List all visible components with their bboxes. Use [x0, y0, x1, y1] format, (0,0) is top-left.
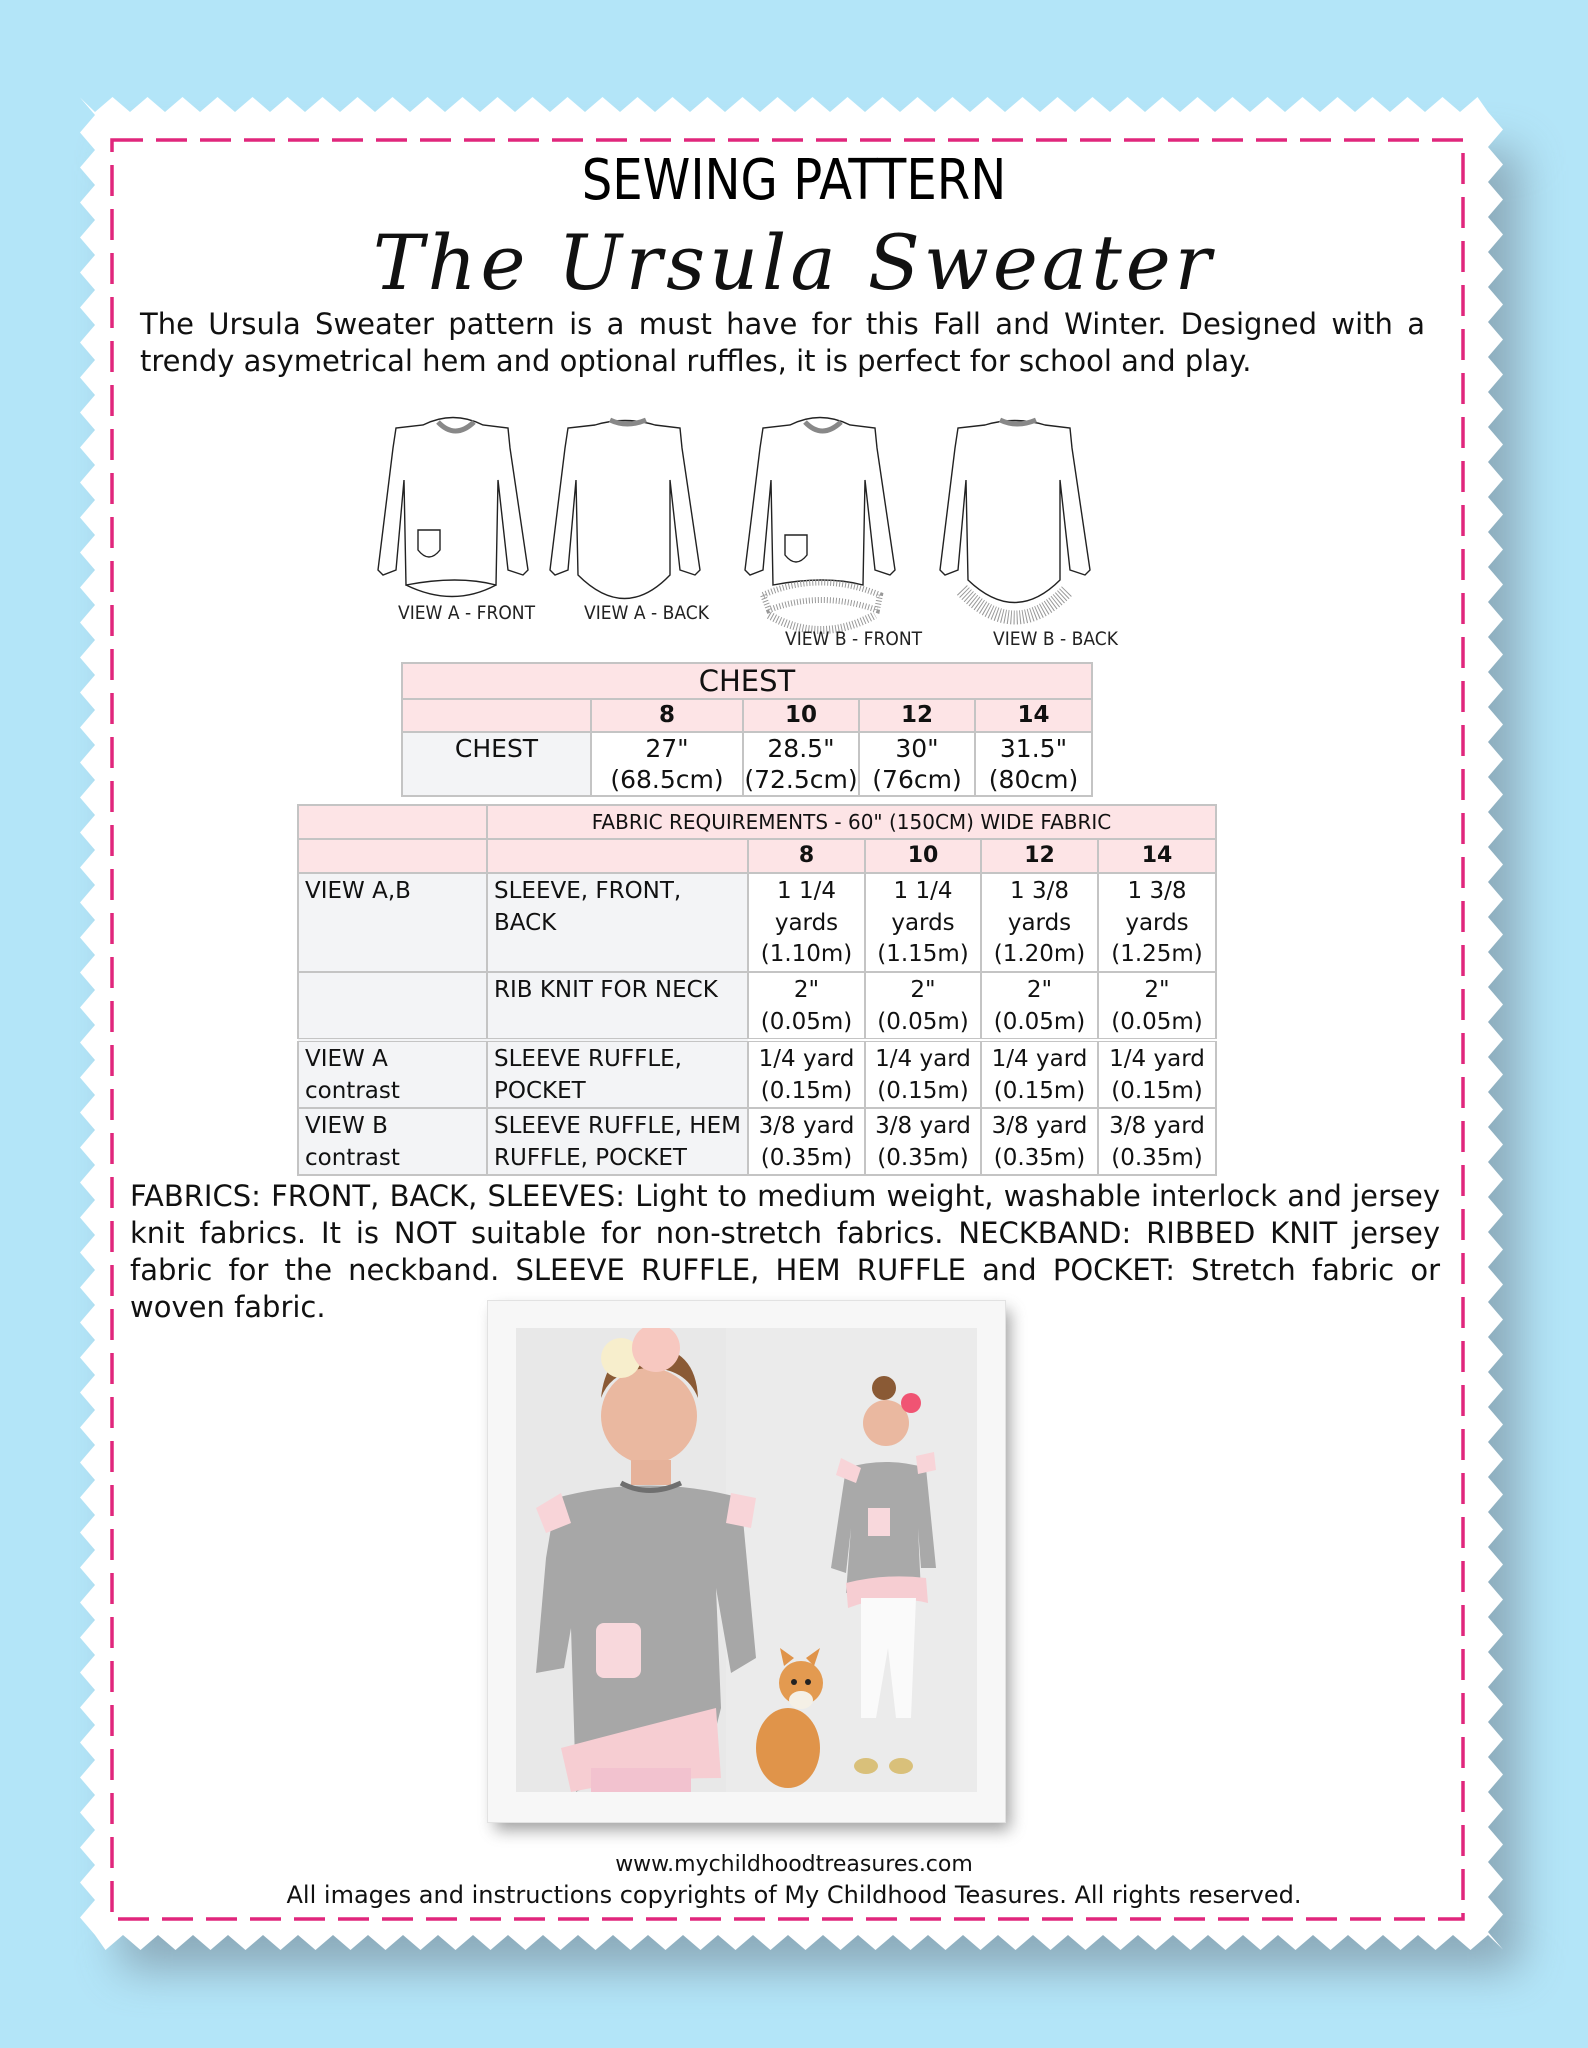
yardage-cell: 1 1/4 yards (1.15m)	[865, 873, 981, 972]
sweater-back-icon	[550, 420, 700, 599]
yardage-cell: 1/4 yard (0.15m)	[981, 1040, 1098, 1108]
sweater-front-pocket-icon	[378, 418, 528, 597]
piece-label: RIB KNIT FOR NECK	[487, 972, 748, 1040]
table-row	[298, 873, 1216, 972]
size-header: 12	[981, 839, 1098, 873]
view-b-back-label: VIEW B - BACK	[993, 628, 1118, 650]
piece-label: SLEEVE RUFFLE, HEM RUFFLE, POCKET	[487, 1108, 748, 1175]
size-header-empty	[402, 699, 591, 732]
copyright-notice: All images and instructions copyrights of My Childhood Teasures. All rights reserved.	[286, 1881, 1302, 1909]
header-empty	[487, 839, 748, 873]
fabric-requirements-table	[297, 804, 1217, 1176]
table-row	[298, 1108, 1216, 1175]
yardage-cell: 1 1/4 yards (1.10m)	[748, 873, 865, 972]
yardage-cell: 2" (0.05m)	[748, 972, 865, 1040]
yardage-cell: 1/4 yard (0.15m)	[1098, 1040, 1216, 1108]
piece-label: SLEEVE, FRONT, BACK	[487, 873, 748, 972]
model-photo	[516, 1328, 977, 1792]
size-header: 10	[865, 839, 981, 873]
view-a-back-label: VIEW A - BACK	[584, 602, 709, 624]
yardage-cell: 3/8 yard (0.35m)	[748, 1108, 865, 1175]
intro-paragraph: The Ursula Sweater pattern is a must have for this Fall and Winter. Designed with a trendy asymetrical hem and optional ruffles, it is perfect for school and play.	[140, 307, 1425, 378]
chest-value: 28.5" (72.5cm)	[744, 734, 858, 794]
row-label: CHEST	[402, 732, 591, 796]
header-empty	[298, 839, 487, 873]
sweater-back-ruffle-icon	[940, 420, 1090, 618]
yardage-cell: 1 3/8 yards (1.25m)	[1098, 873, 1216, 972]
header-empty	[298, 805, 487, 839]
website-link[interactable]: www.mychildhoodtreasures.com	[615, 1852, 973, 1877]
size-header: 14	[1098, 839, 1216, 873]
photo-frame	[487, 1300, 1006, 1823]
chest-size-table	[401, 662, 1093, 797]
sweater-front-ruffle-icon	[745, 418, 895, 631]
technical-drawings	[360, 400, 1160, 650]
chest-value: 31.5" (80cm)	[975, 732, 1092, 796]
view-label: VIEW B contrast	[298, 1108, 487, 1175]
yardage-cell: 1/4 yard (0.15m)	[865, 1040, 981, 1108]
yardage-cell: 3/8 yard (0.35m)	[1098, 1108, 1216, 1175]
yardage-cell: 2" (0.05m)	[865, 972, 981, 1040]
size-header: 14	[975, 699, 1092, 732]
yardage-cell: 2" (0.05m)	[1098, 972, 1216, 1040]
table-row	[298, 972, 1216, 1040]
pattern-name: The Ursula Sweater	[372, 218, 1216, 307]
chest-table-title: CHEST	[402, 663, 1092, 699]
size-header: 8	[748, 839, 865, 873]
size-header: 12	[859, 699, 975, 732]
size-header: 8	[591, 699, 743, 732]
chest-value: 27" (68.5cm)	[591, 732, 743, 796]
yardage-cell: 1/4 yard (0.15m)	[748, 1040, 865, 1108]
view-label: VIEW A contrast	[298, 1040, 487, 1108]
yardage-cell: 3/8 yard (0.35m)	[865, 1108, 981, 1175]
fabric-table-title: FABRIC REQUIREMENTS - 60" (150CM) WIDE FABRIC	[487, 805, 1216, 839]
chest-value: 30" (76cm)	[859, 732, 975, 796]
view-a-front-label: VIEW A - FRONT	[398, 602, 536, 624]
piece-label: SLEEVE RUFFLE, POCKET	[487, 1040, 748, 1108]
view-label: VIEW A,B	[298, 873, 487, 972]
view-b-front-label: VIEW B - FRONT	[785, 628, 923, 650]
yardage-cell: 2" (0.05m)	[981, 972, 1098, 1040]
page-title: SEWING PATTERN	[581, 148, 1007, 213]
table-row	[402, 732, 1092, 796]
table-row	[298, 1040, 1216, 1108]
yardage-cell: 1 3/8 yards (1.20m)	[981, 873, 1098, 972]
yardage-cell: 3/8 yard (0.35m)	[981, 1108, 1098, 1175]
size-header: 10	[743, 699, 859, 732]
view-label	[298, 972, 487, 1040]
fabrics-note: FABRICS: FRONT, BACK, SLEEVES: Light to medium weight, washable interlock and jersey knit fabrics. It is NOT suitable for non-stretch fabrics. NECKBAND: RIBBED KNIT jersey fabric for the neckband. SLEEVE RUFFLE, HEM RUFFLE and POCKET: Stretch fabric or woven fabric.	[130, 1179, 1440, 1324]
